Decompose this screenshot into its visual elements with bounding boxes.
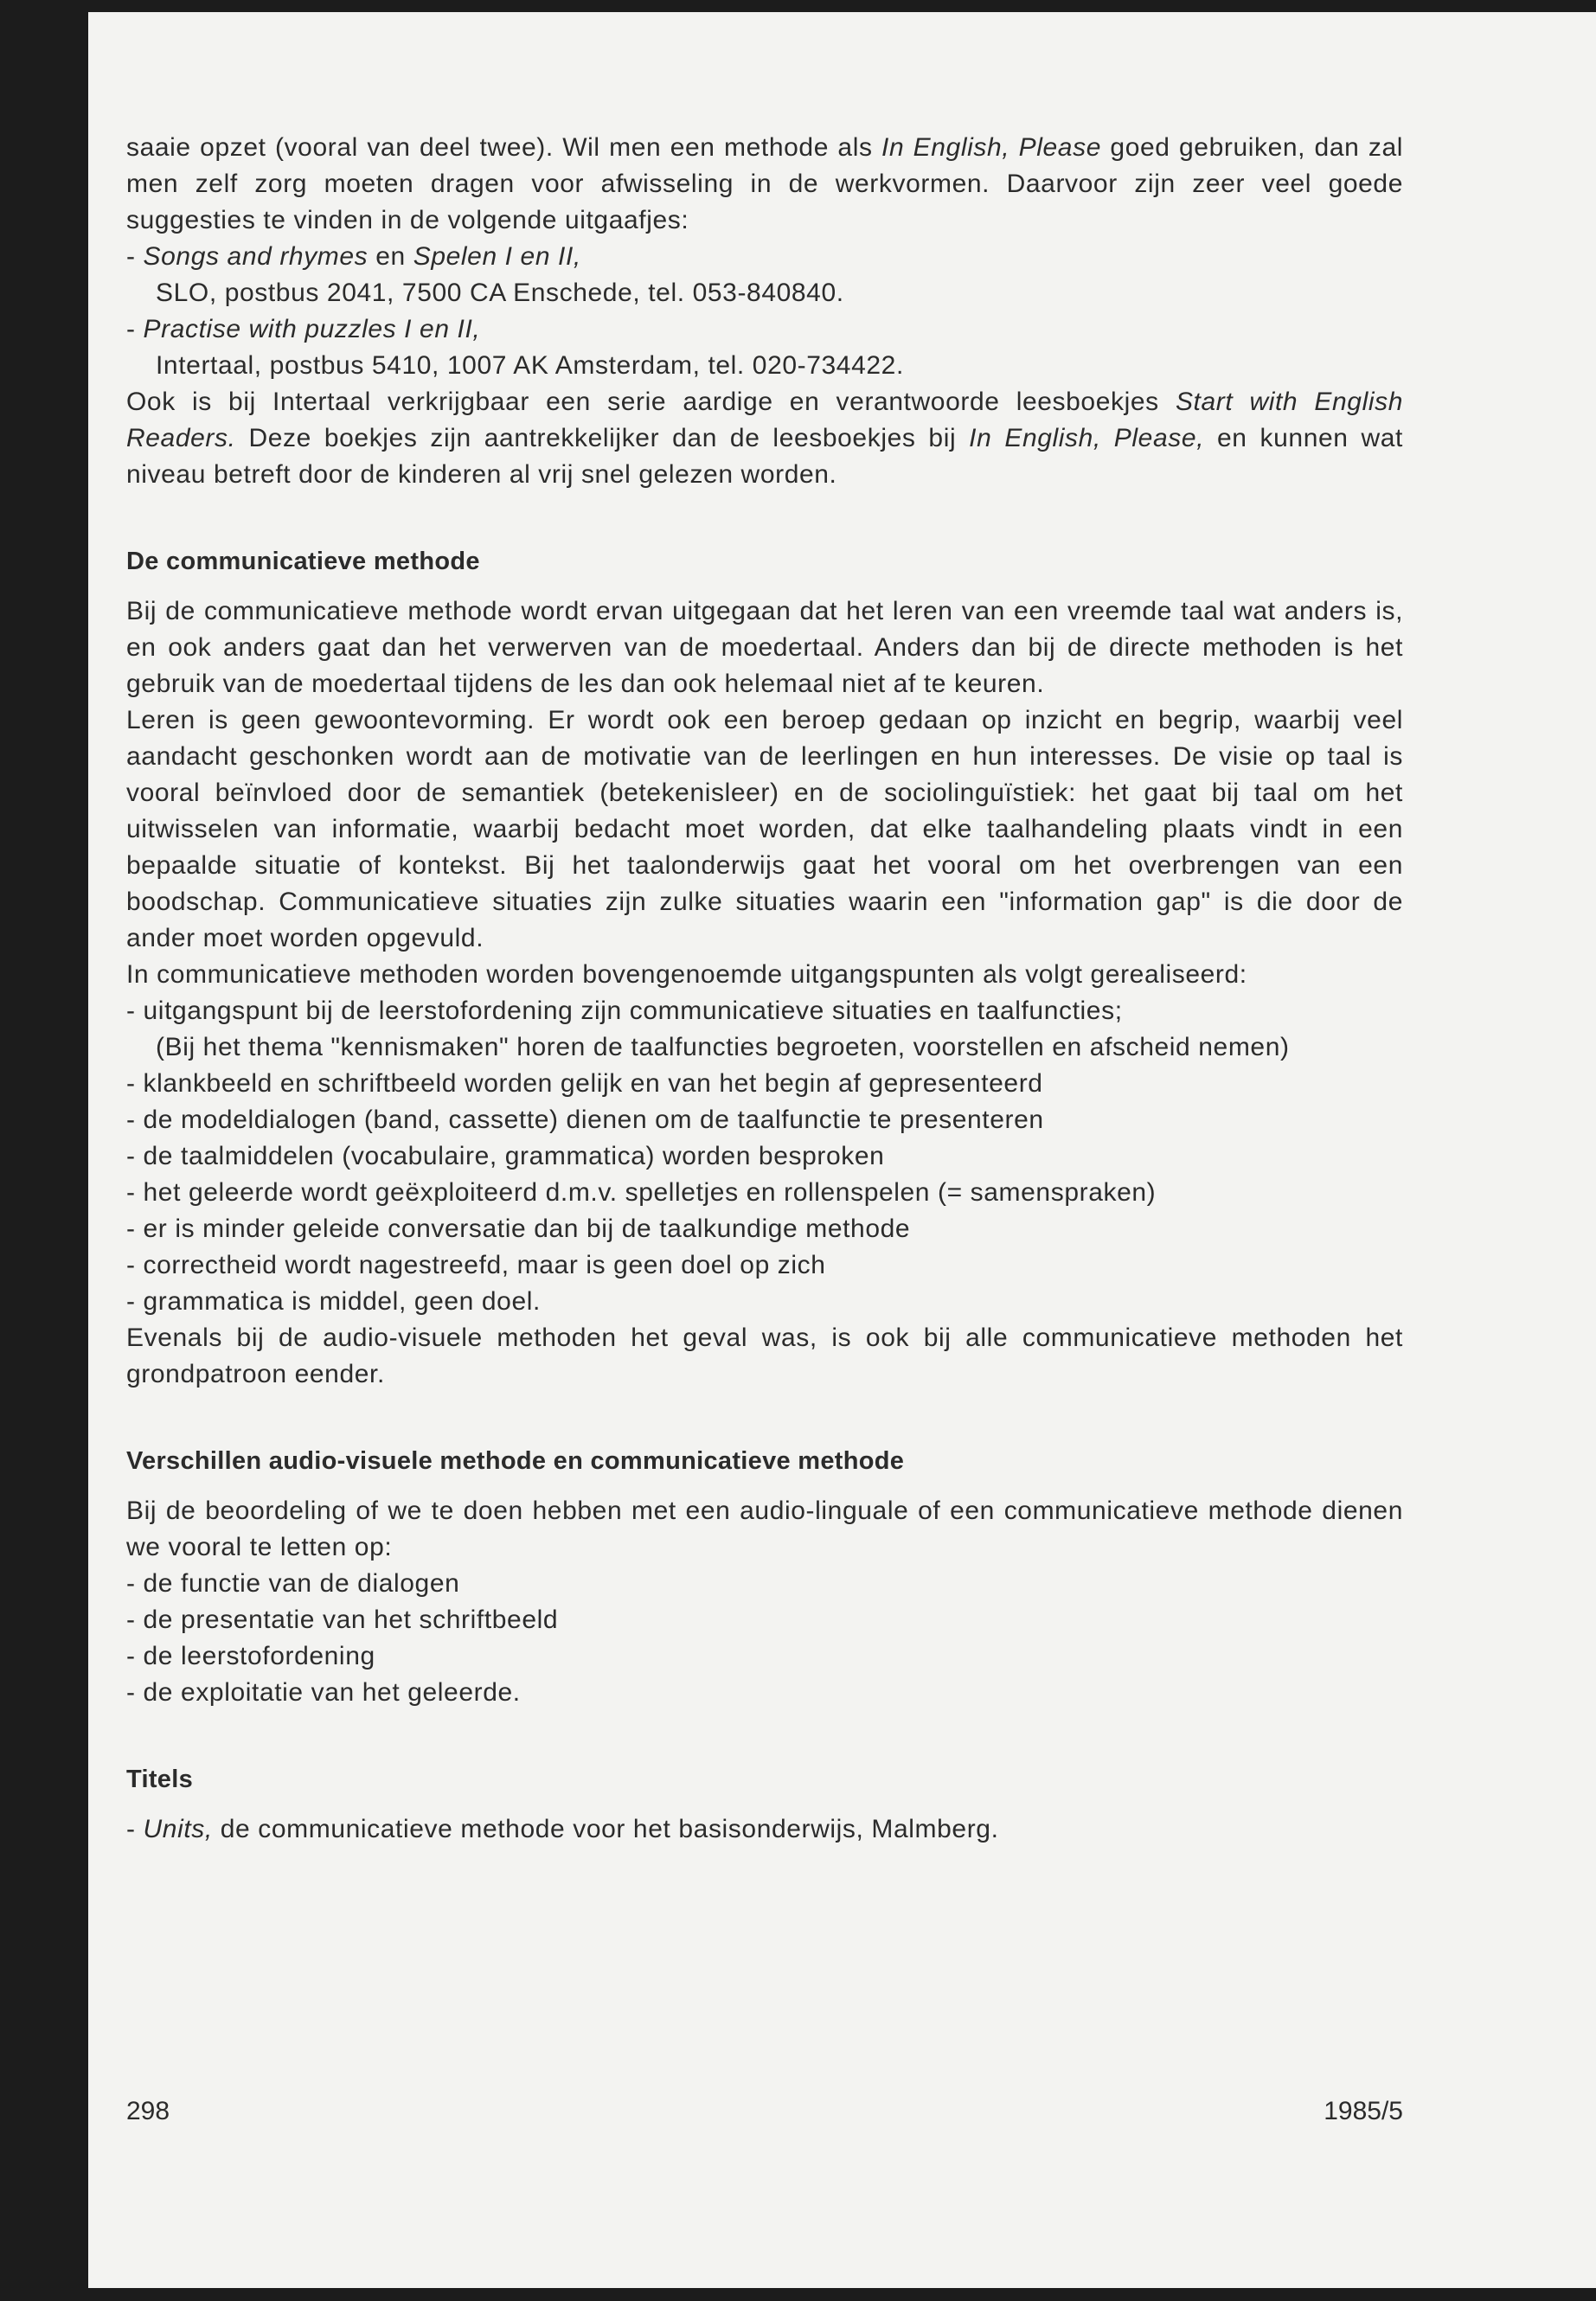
communicative-paragraph-1: Bij de communicatieve methode wordt ervan uitgegaan dat het leren van een vreemde taal wat anders is, en ook anders gaat dan het verwerven van de moedertaal. Anders dan bij de directe methoden is het gebruik van de moedertaal tijdens de les dan ook helemaal niet af te keuren.	[126, 597, 1403, 698]
differences-paragraph: Bij de beoordeling of we te doen hebben met een audio-linguale of een communicatieve methode dienen we vooral te letten op:	[126, 1497, 1403, 1561]
scan-border-bottom	[0, 2288, 1596, 2301]
list-item: - uitgangspunt bij de leerstofordening zijn communicatieve situaties en taalfuncties;	[126, 997, 1123, 1025]
list-item: - de presentatie van het schriftbeeld	[126, 1606, 559, 1634]
intro-closing-paragraph: Ook is bij Intertaal verkrijgbaar een serie aardige en verantwoorde leesboekjes Start with English Readers. Deze boekjes zijn aantrekkelijker dan de leesboekjes bij In English, Please, en kunnen wat niveau betreft door de kinderen al vrij snel gelezen worden.	[126, 388, 1403, 489]
section-heading-titles: Titels	[126, 1766, 194, 1793]
page-content	[126, 130, 1403, 1848]
list-item: - de exploitatie van het geleerde.	[126, 1678, 521, 1707]
scan-border-left	[0, 0, 88, 2301]
titles-item: - Units, de communicatieve methode voor het basisonderwijs, Malmberg.	[126, 1815, 999, 1843]
list-item-note: (Bij het thema "kennismaken" horen de taalfuncties begroeten, voorstellen en afscheid nemen)	[156, 1033, 1290, 1061]
communicative-paragraph-2: Leren is geen gewoontevorming. Er wordt ook een beroep gedaan op inzicht en begrip, waarbij veel aandacht geschonken wordt aan de motivatie van de leerlingen en hun interesses. De visie op taal is vooral beïnvloed door de semantiek (betekenisleer) en de sociolinguïstiek: het gaat bij taal om het uitwisselen van informatie, waarbij bedacht moet worden, dat elke taalhandeling plaats vindt in een bepaalde situatie of kontekst. Bij het taalonderwijs gaat het vooral om het overbrengen van een boodschap. Communicatieve situaties zijn zulke situaties waarin een "information gap" is die door de ander moet worden opgevuld.	[126, 706, 1403, 952]
list-item: - de taalmiddelen (vocabulaire, grammatica) worden besproken	[126, 1142, 885, 1170]
issue-number: 1985/5	[1324, 2097, 1403, 2125]
page-number: 298	[126, 2097, 170, 2125]
communicative-paragraph-3: In communicatieve methoden worden bovengenoemde uitgangspunten als volgt gerealiseerd:	[126, 960, 1247, 989]
intro-paragraph: saaie opzet (vooral van deel twee). Wil men een methode als In English, Please goed gebruiken, dan zal men zelf zorg moeten dragen voor afwisseling in de werkvormen. Daarvoor zijn zeer veel goede suggesties te vinden in de volgende uitgaafjes:	[126, 133, 1403, 234]
section-heading-differences: Verschillen audio-visuele methode en communicatieve methode	[126, 1447, 905, 1475]
list-item: - klankbeeld en schriftbeeld worden gelijk en van het begin af gepresenteerd	[126, 1069, 1043, 1098]
list-item: - de functie van de dialogen	[126, 1569, 460, 1598]
communicative-paragraph-4: Evenals bij de audio-visuele methoden het geval was, is ook bij alle communicatieve methoden het grondpatroon eender.	[126, 1324, 1403, 1388]
list-item: - grammatica is middel, geen doel.	[126, 1287, 541, 1316]
page-footer	[126, 2093, 1403, 2130]
list-item: - het geleerde wordt geëxploiteerd d.m.v. spelletjes en rollenspelen (= samenspraken)	[126, 1178, 1157, 1207]
reference-1: - Songs and rhymes en Spelen I en II,	[126, 242, 581, 271]
reference-2-address: Intertaal, postbus 5410, 1007 AK Amsterdam, tel. 020-734422.	[156, 351, 904, 380]
list-item: - correctheid wordt nagestreefd, maar is geen doel op zich	[126, 1251, 826, 1279]
list-item: - er is minder geleide conversatie dan bij de taalkundige methode	[126, 1215, 911, 1243]
reference-2: - Practise with puzzles I en II,	[126, 315, 481, 343]
section-heading-communicative: De communicatieve methode	[126, 548, 480, 575]
list-item: - de modeldialogen (band, cassette) dienen om de taalfunctie te presenteren	[126, 1106, 1044, 1134]
reference-1-address: SLO, postbus 2041, 7500 CA Enschede, tel. 053-840840.	[156, 279, 844, 307]
list-item: - de leerstofordening	[126, 1642, 375, 1670]
scan-border-top	[0, 0, 1596, 12]
